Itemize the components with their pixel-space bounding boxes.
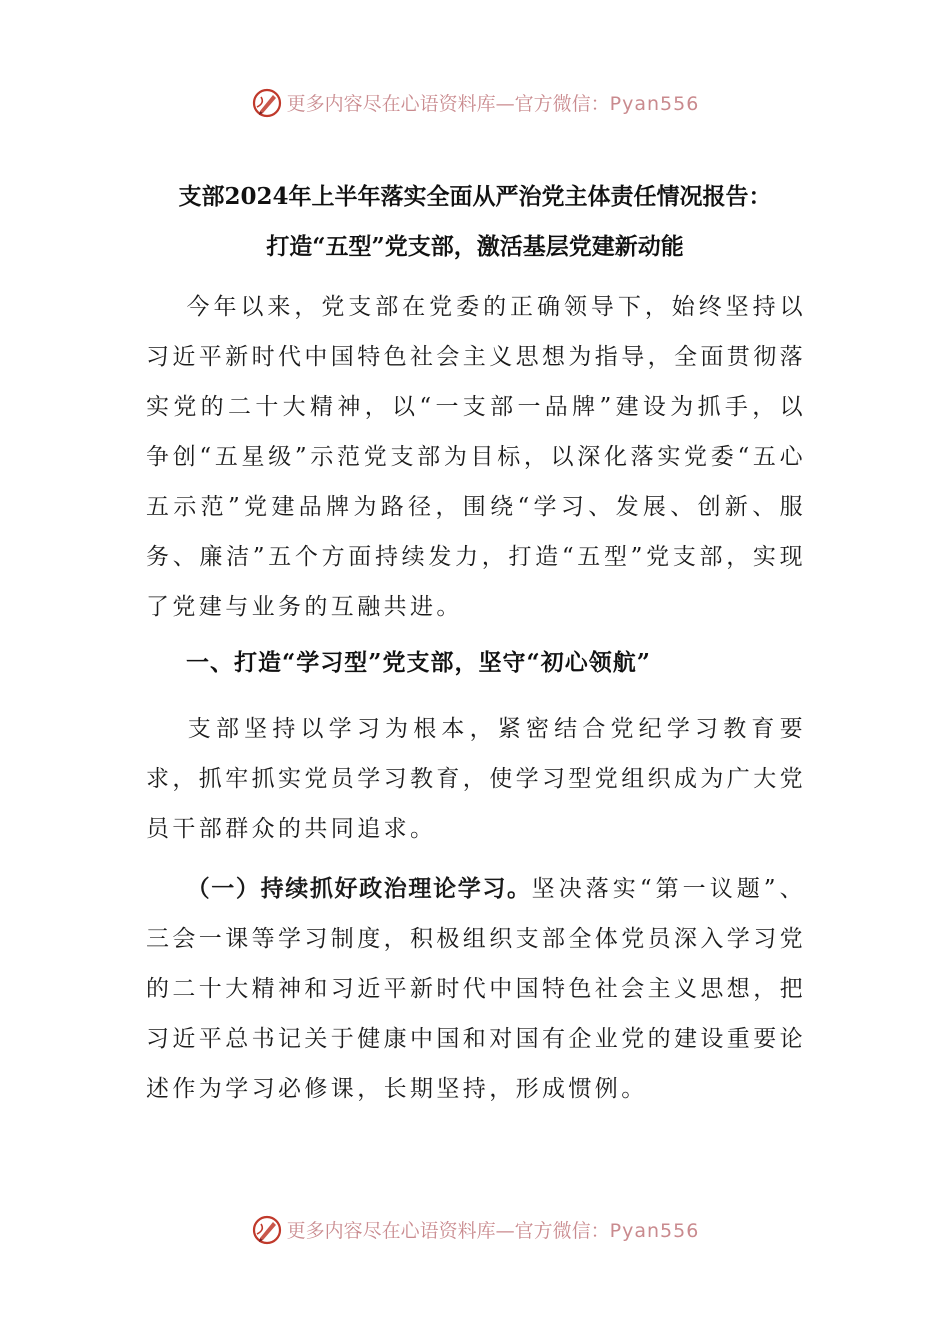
intro-text: 今年以来，党支部在党委的正确领导下，始终坚持以习近平新时代中国特色社会主义思想为指导，全面贯彻落实党的二十大精神，以“一支部一品牌”建设为抓手，以争创“五星级”示范党支部为目标，以深化落实党委“五心五示范”党建品牌为路径，围绕“学习、发展、创新、服务、廉洁”五个方面持续发力，打造“五型”党支部，实现了党建与业务的互融共进。	[146, 294, 806, 620]
watermark-text: 更多内容尽在心语资料库—官方微信：	[286, 1220, 610, 1242]
document-title-line1: 支部2024年上半年落实全面从严治党主体责任情况报告：	[178, 183, 772, 210]
intro-paragraph	[146, 282, 806, 632]
section1-paragraph	[146, 704, 806, 854]
document-title-line2: 打造“五型”党支部，激活基层党建新动能	[266, 233, 684, 260]
watermark-text: 更多内容尽在心语资料库—官方微信：	[286, 93, 610, 115]
pen-logo-icon	[251, 1214, 283, 1246]
watermark-wechat-id: Pyan556	[609, 1220, 700, 1242]
section-heading-1: 一、打造“学习型”党支部，坚守“初心领航”	[186, 649, 651, 676]
section1-text: 支部坚持以学习为根本，紧密结合党纪学习教育要求，抓牢抓实党员学习教育，使学习型党组织成为广大党员干部群众的共同追求。	[146, 716, 806, 842]
subsection1-paragraph	[146, 864, 806, 1114]
pen-logo-icon	[251, 87, 283, 119]
subsection1-lead: （一）持续抓好政治理论学习。	[186, 875, 532, 902]
subsection1-text: 坚决落实“第一议题”、三会一课等学习制度，积极组织支部全体党员深入学习党的二十大精神和习近平新时代中国特色社会主义思想，把习近平总书记关于健康中国和对国有企业党的建设重要论述作为学习必修课，长期坚持，形成惯例。	[146, 876, 807, 1102]
watermark-wechat-id: Pyan556	[609, 93, 700, 115]
watermark-header	[0, 84, 950, 124]
watermark-footer	[0, 1211, 950, 1251]
